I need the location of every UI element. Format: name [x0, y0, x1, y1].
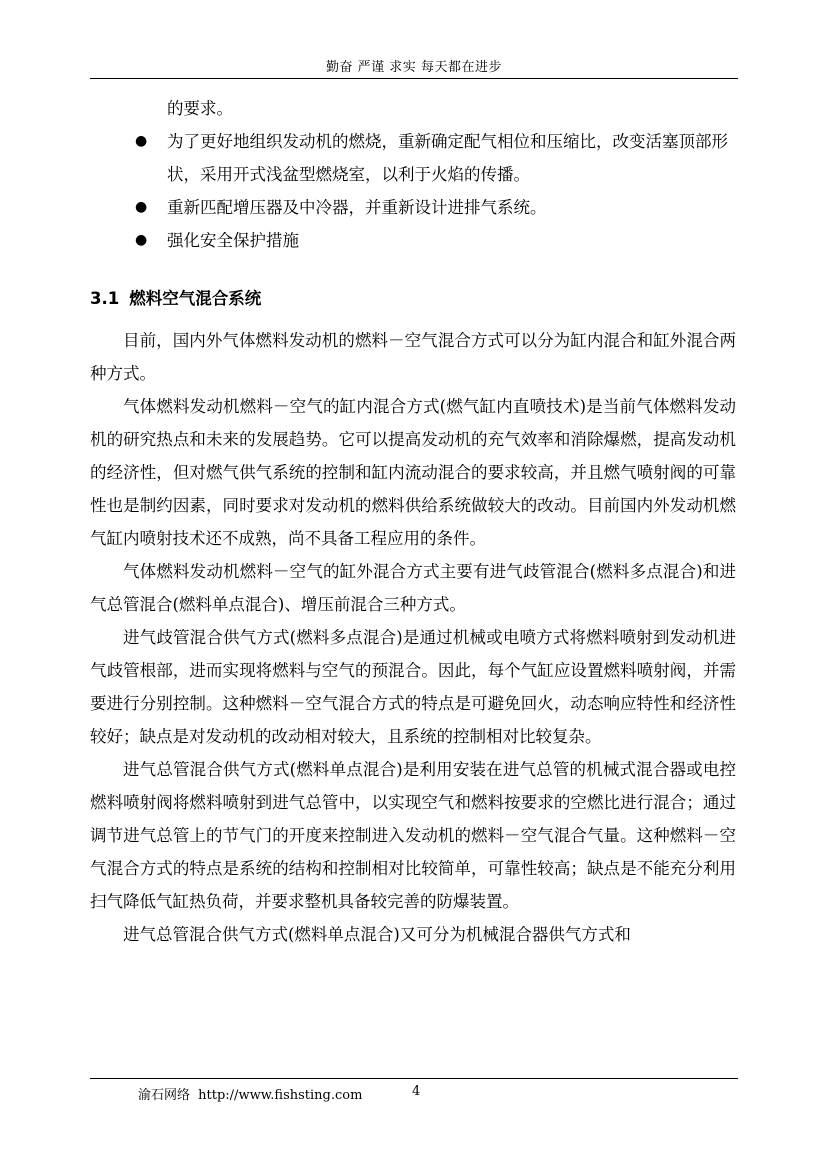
bullet-icon: ●	[135, 133, 148, 149]
list-item	[90, 125, 736, 191]
list-item-text: 重新匹配增压器及中冷器，并重新设计进排气系统。	[167, 198, 547, 217]
header-divider	[90, 78, 738, 79]
paragraph: 进气总管混合供气方式(燃料单点混合)是利用安装在进气总管的机械式混合器或电控燃料喷射阀将燃料喷射到进气总管中，以实现空气和燃料按要求的空燃比进行混合；通过调节进气总管上的节气门的开度来控制进入发动机的燃料－空气混合气量。这种燃料－空气混合方式的特点是系统的结构和控制相对比较简单，可靠性较高；缺点是不能充分利用扫气降低气缸热负荷，并要求整机具备较完善的防爆装置。	[90, 760, 736, 911]
page-footer	[138, 1084, 421, 1103]
section-title: 燃料空气混合系统	[129, 289, 262, 308]
page-number: 4	[412, 1084, 421, 1099]
list-item-text: 为了更好地组织发动机的燃烧，重新确定配气相位和压缩比，改变活塞顶部形状，采用开式浅盆型燃烧室，以利于火焰的传播。	[167, 132, 728, 184]
paragraph: 目前，国内外气体燃料发动机的燃料－空气混合方式可以分为缸内混合和缸外混合两种方式。	[90, 331, 736, 383]
bullet-icon: ●	[135, 199, 148, 215]
list-item	[90, 224, 736, 257]
section-number: 3.1	[90, 289, 120, 308]
list-item-text: 强化安全保护措施	[167, 231, 299, 250]
section-heading	[90, 282, 736, 315]
footer-site-name: 渝石网络	[138, 1088, 191, 1103]
footer-divider	[90, 1078, 738, 1079]
list-item	[90, 191, 736, 224]
page-header-motto: 勤奋 严谨 求实 每天都在进步	[326, 60, 502, 75]
continued-text: 的要求。	[167, 99, 233, 118]
footer-url: http://www.fishsting.com	[198, 1088, 363, 1103]
bullet-icon: ●	[135, 232, 148, 248]
paragraph: 进气总管混合供气方式(燃料单点混合)又可分为机械混合器供气方式和	[123, 925, 631, 944]
paragraph: 气体燃料发动机燃料－空气的缸内混合方式(燃气缸内直喷技术)是当前气体燃料发动机的研究热点和未来的发展趋势。它可以提高发动机的充气效率和消除爆燃，提高发动机的经济性，但对燃气供气系统的控制和缸内流动混合的要求较高，并且燃气喷射阀的可靠性也是制约因素，同时要求对发动机的燃料供给系统做较大的改动。目前国内外发动机燃气缸内喷射技术还不成熟，尚不具备工程应用的条件。	[90, 397, 736, 548]
paragraph: 气体燃料发动机燃料－空气的缸外混合方式主要有进气歧管混合(燃料多点混合)和进气总管混合(燃料单点混合)、增压前混合三种方式。	[90, 562, 736, 614]
paragraph: 进气歧管混合供气方式(燃料多点混合)是通过机械或电喷方式将燃料喷射到发动机进气歧管根部，进而实现将燃料与空气的预混合。因此，每个气缸应设置燃料喷射阀，并需要进行分别控制。这种燃料－空气混合方式的特点是可避免回火，动态响应特性和经济性较好；缺点是对发动机的改动相对较大，且系统的控制相对比较复杂。	[90, 628, 736, 746]
page-content	[90, 92, 736, 951]
bullet-list	[90, 125, 736, 257]
